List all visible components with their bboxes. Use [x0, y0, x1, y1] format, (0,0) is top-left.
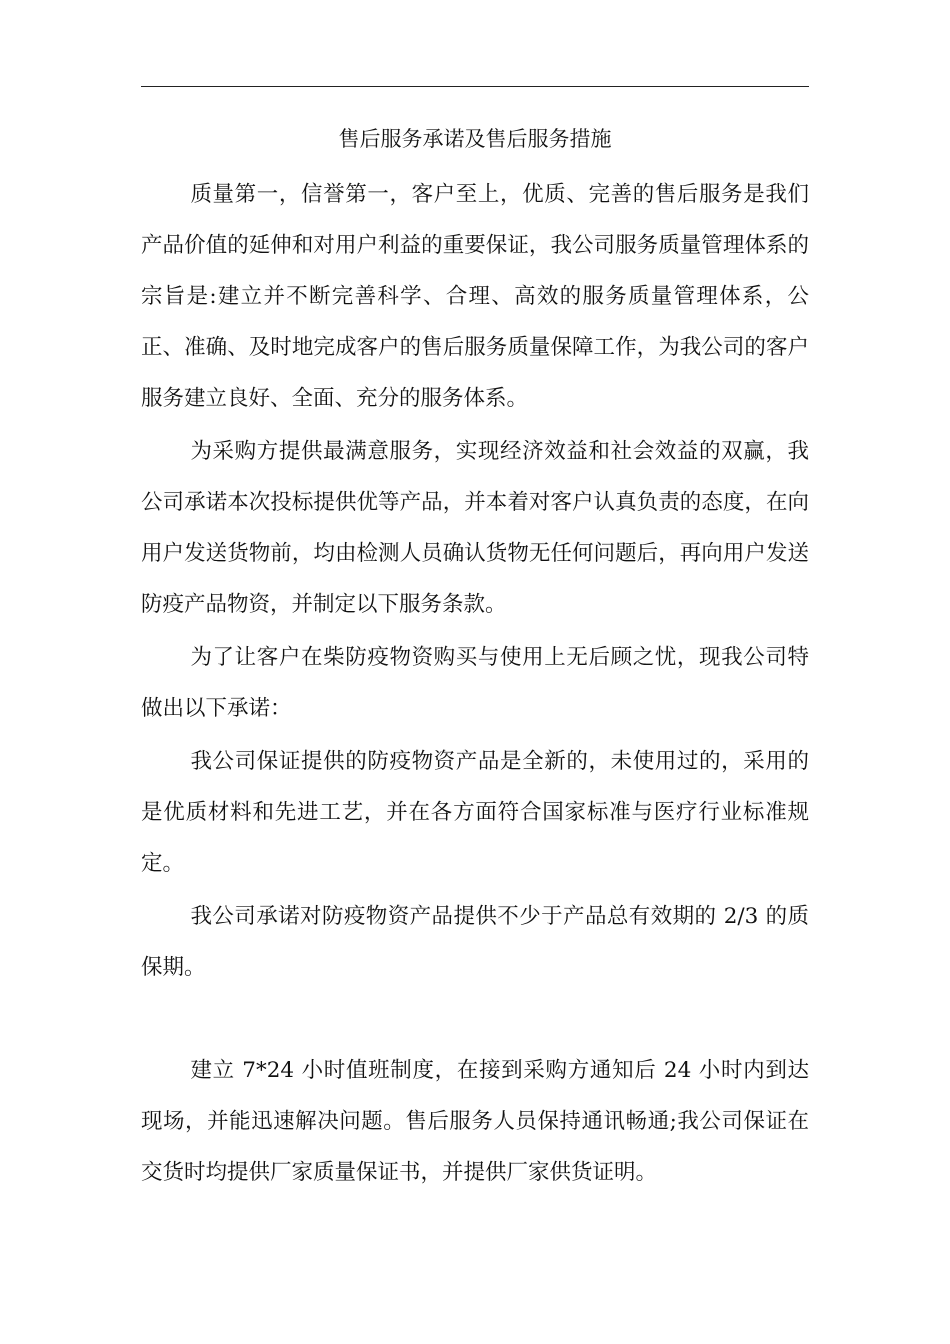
paragraph-commitment-intro: 为了让客户在柴防疫物资购买与使用上无后顾之忧，现我公司特做出以下承诺：	[141, 645, 809, 721]
paragraph-quality-policy: 质量第一，信誉第一，客户至上，优质、完善的售后服务是我们产品价值的延伸和对用户利益的重要保证，我公司服务质量管理体系的宗旨是:建立并不断完善科学、合理、高效的服务质量管理体系，公正、准确、及时地完成客户的售后服务质量保障工作，为我公司的客户服务建立良好、全面、充分的服务体系。	[141, 182, 809, 411]
paragraph-warranty-period: 我公司承诺对防疫物资产品提供不少于产品总有效期的 2/3 的质保期。	[141, 904, 809, 980]
header-divider	[141, 86, 809, 87]
document-body	[141, 169, 809, 1198]
paragraph-new-products: 我公司保证提供的防疫物资产品是全新的，未使用过的，采用的是优质材料和先进工艺，并在各方面符合国家标准与医疗行业标准规定。	[141, 749, 809, 876]
document-title: 售后服务承诺及售后服务措施	[338, 127, 612, 151]
paragraph-best-service: 为采购方提供最满意服务，实现经济效益和社会效益的双赢，我公司承诺本次投标提供优等产品，并本着对客户认真负责的态度，在向用户发送货物前，均由检测人员确认货物无任何问题后，再向用户发送防疫产品物资，并制定以下服务条款。	[141, 439, 809, 617]
paragraph-on-duty-system: 建立 7*24 小时值班制度，在接到采购方通知后 24 小时内到达现场，并能迅速解决问题。售后服务人员保持通讯畅通;我公司保证在交货时均提供厂家质量保证书，并提供厂家供货证明。	[141, 1058, 809, 1185]
